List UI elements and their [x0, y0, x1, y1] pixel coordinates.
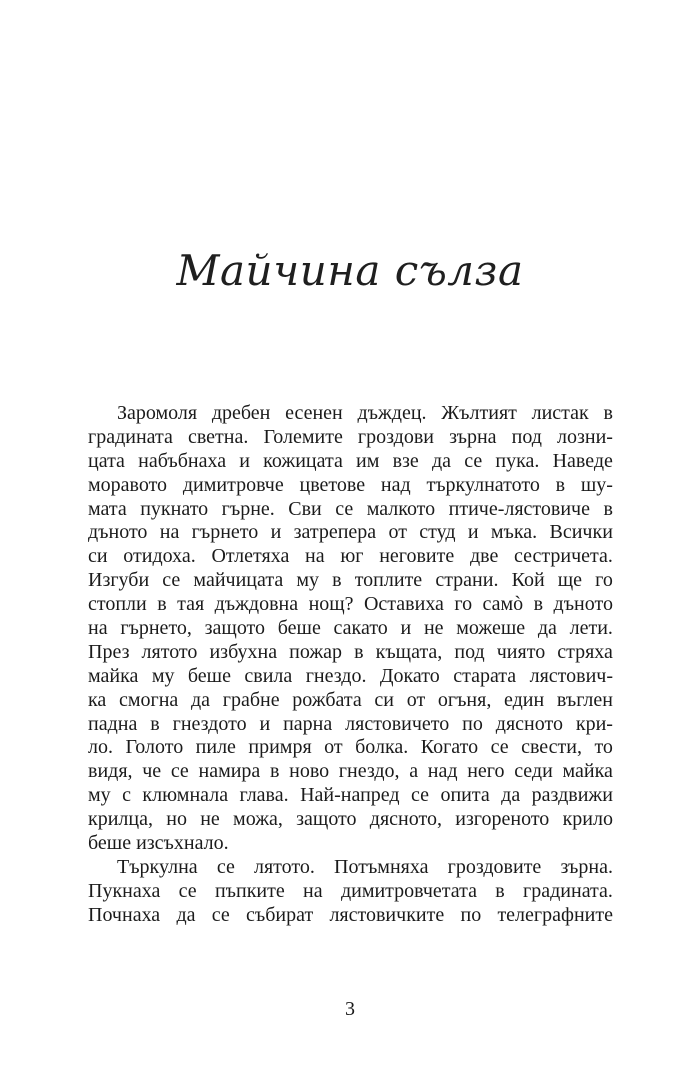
text-line: цата набъбнаха и кожицата им взе да се пука. Наведе: [88, 449, 613, 472]
text-line: дъното на гърнето и затрепера от студ и мъка. Всички: [88, 521, 613, 544]
text-line: ло. Голото пиле примря от болка. Когато се свести, то: [88, 736, 613, 759]
text-line: си отидоха. Отлетяха на юг неговите две сестричета.: [88, 545, 613, 568]
text-line: През лятото избухна пожар в къщата, под чиято стряха: [88, 640, 613, 663]
text-line: стопли в тая дъждовна нощ? Оставиха го самò в дъното: [88, 593, 613, 616]
text-line: Заромоля дребен есенен дъждец. Жълтият листак в: [117, 402, 613, 424]
text-line: ка смогна да грабне рожбата си от огъня, един въглен: [88, 688, 613, 711]
text-line: градината светна. Големите гроздови зърна под лозни-: [88, 425, 613, 448]
text-line: беше изсъхнало.: [88, 832, 229, 855]
paragraph: [88, 402, 613, 856]
body-text: [88, 402, 613, 928]
text-line: му с клюмнала глава. Най-напред се опита да раздвижи: [88, 784, 613, 807]
text-line: видя, че се намира в ново гнездо, а над него седи майка: [88, 760, 613, 783]
text-line: Търкулна се лятото. Потъмняха гроздовите зърна.: [117, 855, 613, 878]
text-line: падна в гнездото и парна лястовичето по дясното кри-: [88, 712, 613, 735]
chapter-title: Майчина сълза: [176, 246, 524, 295]
text-line: мата пукнато гърне. Сви се малкото птиче-лястовиче в: [88, 497, 613, 520]
text-line: на гърнето, защото беше сакато и не можеше да лети.: [88, 617, 613, 640]
text-line: моравото димитровче цветове над търкулнатото в шу-: [88, 473, 613, 496]
text-line: Пукнаха се пъпките на димитровчетата в градината.: [88, 879, 613, 902]
paragraph: [88, 856, 613, 928]
text-line: Почнаха да се събират лястовичките по телеграфните: [88, 903, 613, 926]
text-line: майка му беше свила гнездо. Докато старата лястович-: [88, 664, 613, 687]
text-line: Изгуби се майчицата му в топлите страни. Кой ще го: [88, 569, 613, 592]
text-line: крилца, но не можа, защото дясното, изгореното крило: [88, 808, 613, 831]
page-number: 3: [345, 998, 355, 1020]
